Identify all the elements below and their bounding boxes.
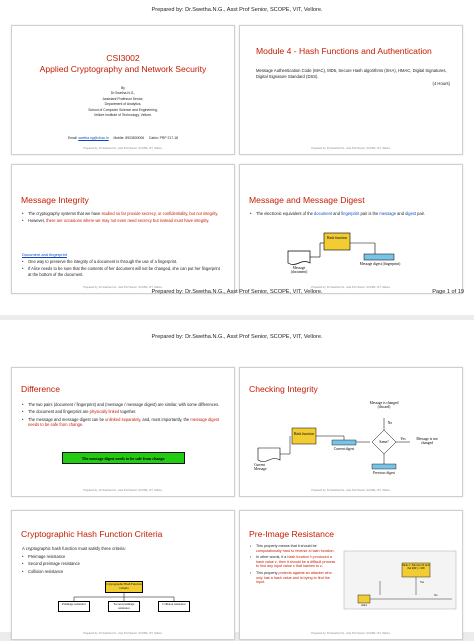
current-message-shape [258, 448, 280, 462]
yes-label: Yes [419, 581, 425, 584]
slide-message-integrity [11, 164, 235, 294]
slide-title: Pre-Image Resistance [249, 529, 335, 539]
slide-message-digest [239, 164, 463, 294]
slide-footer: Prepared by: Dr.Swetha.N.G., Asst Prof Senior, SCOPE, VIT, Vellore. [83, 285, 163, 289]
slide-title: Checking Integrity [249, 384, 318, 394]
bullet-item: • The two pairs (document / fingerprint) and (message / message digest) are similar, with some differences. [22, 402, 224, 407]
page-2 [0, 320, 474, 635]
author-institute: Vellore Institute of Technology, Vellore. [94, 113, 152, 118]
author-name: Dr.Swetha.N.G., [110, 91, 136, 96]
banner: The message digest needs to be safe from change. [62, 452, 185, 464]
page-1 [0, 0, 474, 315]
bullet-item: • The document and fingerprint are physically linked together. [22, 409, 224, 414]
bullet-item: • The cryptography systems that we have studied so far provide secrecy, or confidentiality, but not integrity. [22, 211, 224, 216]
mobile: Mobile: 8903500006 [113, 136, 145, 140]
tree-root: Cryptographic Hash Function Criteria [105, 581, 143, 593]
module-hours: (4 Hours) [432, 81, 450, 86]
author-by: By [121, 86, 125, 90]
message-digest-label: Message digest (fingerprint) [359, 262, 401, 266]
slide-title-course [11, 25, 235, 155]
cabin: Cabin: PRP 217-18 [148, 136, 179, 140]
criteria-intro: A cryptographic hash function must satisfy three criteria: [22, 546, 126, 551]
tree-leaf-preimage: Preimage resistance [58, 601, 90, 612]
criteria-item: • Second preimage resistance [22, 561, 224, 566]
slide-title: Module 4 - Hash Functions and Authentication [256, 46, 432, 56]
slide-difference [11, 367, 235, 497]
tree-leaf-second-preimage: Second preimage resistance [108, 601, 140, 612]
course-name: Applied Cryptography and Network Security [39, 64, 207, 74]
author-department: Department of Analytics, [104, 102, 142, 107]
page-indicator: Page 1 of 19 [432, 289, 464, 295]
bullet-item: • One way to preserve the integrity of a document is through the use of a fingerprint. [22, 259, 224, 264]
slide-footer: Prepared by: Dr.Swetha.N.G., Asst Prof Senior, SCOPE, VIT, Vellore. [311, 488, 391, 492]
hash-function-box [292, 428, 316, 444]
mode-label: Mode 1: Find any M' such that h(M') = MD [402, 564, 430, 571]
slide-footer: Prepared by: Dr.Swetha.N.G., Asst Prof Senior, SCOPE, VIT, Vellore. [311, 631, 391, 635]
not-changed-label: Message is not changed [416, 437, 438, 445]
subheading: Document and fingerprint [22, 252, 67, 257]
preimage-diagram [240, 511, 464, 641]
bullet-list [22, 211, 224, 226]
module-topics: Message Authentication Code (MAC), MD5, Secure Hash algorithms (SHA), HMAC, Digital Signatures, Digital Signature Standard (DSS). [256, 68, 447, 79]
previous-digest-label: Previous digest [372, 471, 396, 475]
page-header: Prepared by: Dr.Swetha.N.G., Asst Prof Senior, SCOPE, VIT, Vellore. [151, 7, 323, 13]
slide-footer: Prepared by: Dr.Swetha.N.G., Asst Prof Senior, SCOPE, VIT, Vellore. [83, 631, 163, 635]
slide-footer: Prepared by: Dr.Swetha.N.G., Asst Prof Senior, SCOPE, VIT, Vellore. [311, 285, 391, 289]
email-link[interactable]: swetha.ng@vit.ac.in [78, 136, 109, 140]
tree-leaf-collision: Collision resistance [158, 601, 190, 612]
bullet-item: • In other words, if a hash function h produced a hash value z, then it should be a difficult process to find any input value x that hashes to z. [250, 555, 338, 569]
criteria-item: • Collision resistance [22, 569, 224, 574]
bullet-list [22, 259, 224, 279]
slide-footer: Prepared by: Dr.Swetha.N.G., Asst Prof Senior, SCOPE, VIT, Vellore. [83, 146, 163, 150]
slide-hash-criteria [11, 510, 235, 640]
message-document-shape [288, 251, 310, 265]
bullet-item: • However, there are occasions where we may not even need secrecy but instead must have integrity. [22, 218, 224, 223]
course-code: CSI3002 [106, 53, 140, 63]
slide-title: Difference [21, 384, 61, 394]
current-message-label: Current Message [254, 463, 267, 471]
bullet-item: • The electronic equivalent of the document and fingerprint pair is the message and digest pair. [250, 211, 452, 216]
bullet-item: • This property protects against an attacker who only has a hash value and is trying to find the input. [250, 571, 338, 585]
hash-function-label: Hash function [293, 432, 315, 436]
author-designation: Assistant Professor Senior, [102, 96, 144, 101]
alice-label: Alice [360, 604, 368, 607]
slide-footer: Prepared by: Dr.Swetha.N.G., Asst Prof Senior, SCOPE, VIT, Vellore. [83, 488, 163, 492]
author-block [12, 86, 234, 118]
yes-label: Yes [400, 437, 406, 441]
page-footer-text: Prepared by: Dr.Swetha.N.G., Asst Prof Senior, SCOPE, VIT, Vellore. [151, 289, 323, 295]
no-label: No [387, 421, 393, 425]
bullet-item: • The message and message digest can be unlinked separately, and, most importantly, the message digest needs to be safe from change. [22, 417, 224, 428]
previous-digest-box [372, 464, 396, 469]
slide-preimage-resistance [239, 510, 463, 640]
slide-title: Message and Message Digest [249, 195, 365, 205]
page-header: Prepared by: Dr.Swetha.N.G., Asst Prof Senior, SCOPE, VIT, Vellore. [151, 334, 323, 340]
changed-label: Message is changed (discard) [369, 401, 399, 409]
current-digest-box [332, 440, 356, 445]
bullet-item: • This property means that it should be computationally hard to reverse a hash function. [250, 544, 338, 553]
hash-function-label: Hash function [326, 236, 348, 240]
bullet-item: • If Alice needs to be sure that the contents of her document will not be changed, she can put her fingerprint at the bottom of the document. [22, 266, 224, 277]
slide-module-4 [239, 25, 463, 155]
current-digest-label: Current digest [333, 447, 355, 451]
slide-footer: Prepared by: Dr.Swetha.N.G., Asst Prof Senior, SCOPE, VIT, Vellore. [311, 146, 391, 150]
alice-box [358, 595, 370, 603]
no-label: No [434, 594, 438, 597]
email-label: Email: [67, 136, 78, 140]
digest-box [364, 254, 394, 260]
integrity-diagram [240, 368, 464, 498]
slide-checking-integrity [239, 367, 463, 497]
bullet-list [22, 402, 224, 430]
slide-title: Cryptographic Hash Function Criteria [21, 529, 163, 539]
same-label: Same? [379, 440, 389, 444]
contact-line [12, 136, 234, 140]
message-document-label: Message (document) [290, 266, 308, 274]
slide-title: Message Integrity [21, 195, 89, 205]
author-school: School of Computer Science and Engineering, [88, 107, 158, 112]
criteria-item: • Preimage resistance [22, 554, 224, 559]
criteria-tree [12, 511, 236, 641]
digest-diagram [240, 165, 464, 295]
